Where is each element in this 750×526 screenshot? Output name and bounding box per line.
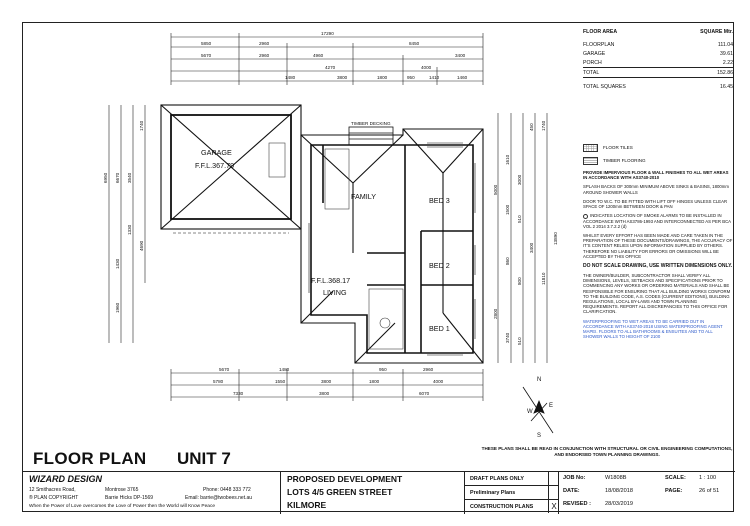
room-garage-label: GARAGE: [201, 148, 232, 157]
job-scale: SCALE:: [665, 475, 686, 481]
note-splash: SPLASH BACKS OF 300mm MINIMUM ABOVE SINKS & BASINS, 1800mm AROUND SHOWER WALLS: [583, 184, 729, 195]
stage-preliminary: Preliminary Plans: [465, 486, 559, 500]
floor-area-table: [583, 27, 733, 91]
dim-text: 510: [517, 215, 522, 223]
note-waterproof: PROVIDE IMPERVIOUS FLOOR & WALL FINISHES TO ALL WET AREAS IN ACCORDANCE WITH AS3740-2010: [583, 170, 729, 181]
dim-text: 4000: [421, 65, 432, 70]
project-block: [281, 472, 465, 514]
dim-text: 1610: [505, 154, 510, 165]
job-scale-value: 1 : 100: [699, 475, 717, 481]
job-date-value: 18/08/2018: [605, 488, 633, 494]
compass-e: E: [549, 403, 554, 409]
dim-text: 6950: [103, 172, 108, 183]
dim-text: 5780: [213, 379, 224, 384]
dim-text: 1330: [127, 224, 132, 235]
note-smoke: INDICATES LOCATION OF SMOKE ALARMS TO BE INSTALLED IN ACCORDANCE WITH AS3786-1993 AND INTERCONNECTED AS PER BCA VOL 2 2014 3.7.2.2 (d): [583, 213, 731, 229]
dim-text: 1480: [279, 367, 290, 372]
room-living-ffl: F.F.L.368.17: [311, 276, 351, 285]
dim-text: 4960: [313, 53, 324, 58]
compass-n: N: [537, 377, 542, 383]
conjunction-note: THESE PLANS SHALL BE READ IN CONJUNCTION WITH STRUCTURAL OR CIVIL ENGINEERING COMPUTATIONS, AND ENDORSED TOWN PLANNING DRAWINGS.: [481, 446, 733, 457]
company-name: WIZARD DESIGN: [29, 474, 102, 484]
dim-text: 450: [529, 123, 534, 131]
project-line-2: LOTS 4/5 GREEN STREET: [287, 487, 393, 497]
note-care: WHILST EVERY EFFORT HAS BEEN MADE AND CARE TAKEN IN THE PREPARATION OF THESE DOCUMENTS/DRAWINGS, THE ACCURACY OF IT'S CONTENT RELIES UPON INFORMATION SUPPLIED BY OTHERS. THEREFORE NO LIABILITY FOR ERRORS OR OMISSIONS WILL BE ACCEPTED BY THIS OFFICE: [583, 232, 733, 259]
dim-text: 17290: [321, 31, 334, 36]
room-family-label: FAMILY: [351, 192, 377, 201]
floor-plan-drawing: [23, 23, 568, 443]
dim-text: 4690: [139, 240, 144, 251]
room-garage-ffl: F.F.L.367.79: [195, 161, 235, 170]
floor-plan-svg: [23, 23, 568, 443]
company-phone: Phone: 0448 333 772: [203, 487, 251, 493]
dim-text: 2960: [259, 53, 270, 58]
dim-text: 13890: [553, 232, 558, 245]
area-row-total: TOTAL 152.86: [583, 68, 733, 78]
dim-text: 7330: [233, 391, 244, 396]
kitchen-bench: [325, 149, 349, 209]
room-bed2-label: BED 2: [429, 261, 450, 270]
dim-text: 2800: [493, 308, 498, 319]
house-external-walls: [311, 145, 473, 353]
dim-text: 1500: [505, 204, 510, 215]
flooring-legend: [583, 141, 733, 167]
timber-flooring-swatch: [583, 157, 598, 165]
dim-text: 1410: [429, 75, 440, 80]
dim-text: 4270: [325, 65, 336, 70]
company-copyright: ® PLAN COPYRIGHT: [29, 495, 79, 501]
legend-floor-tiles: FLOOR TILES: [583, 141, 733, 154]
job-info: [559, 472, 735, 514]
compass-w: W: [527, 409, 533, 415]
area-row-floorplan: FLOORPLAN 111.04: [583, 41, 733, 48]
stage-construction-check: X: [548, 500, 559, 513]
dim-text: 3800: [337, 75, 348, 80]
page-title: FLOOR PLAN: [33, 449, 147, 468]
bathroom-fixtures: [369, 289, 403, 349]
dim-text: 1800: [377, 75, 388, 80]
dim-text: 510: [517, 337, 522, 345]
dim-text: 1480: [285, 75, 296, 80]
area-table-header: FLOOR AREA SQUARE Mtr.: [583, 28, 733, 35]
plan-stages: [465, 472, 559, 514]
compass-s: S: [537, 433, 542, 439]
dim-text: 3800: [321, 379, 332, 384]
project-line-1: PROPOSED DEVELOPMENT: [287, 474, 403, 484]
note-wet-areas: WATERPROOFING TO WET AREAS TO BE CARRIED OUT IN ACCORDANCE WITH AS3740-2018 USING WATERPROOFING AGENT MAPEI. FLOORS TO ALL BATHROOMS & ENSUITES AND TO ALL SHOWER WALLS TO HEIGHT OF 2100: [583, 318, 723, 340]
room-bed1-label: BED 1: [429, 324, 450, 333]
job-page-value: 26 of 51: [699, 488, 720, 494]
dim-text: 11810: [541, 272, 546, 285]
note-owner: THE OWNER/BUILDER, SUBCONTRACTOR SHALL VERIFY ALL DIMENSIONS, LEVELS, SETBACKS AND SPECIFICATIONS PRIOR TO COMMENCING ANY WORKS OR ORDERING MATERIALS AND SHALL BE RESPONSIBLE FOR ENSURING THAT ALL BUILDING WORKS CONFORM TO THE BUILDING CODE, A.S. CODES (CURRENT EDITIONS), BUILDING REGULATIONS, LOCAL BY-LAWS AND TOWN PLANNING REQUIREMENTS. REPORT ALL DISCREPANCIES TO THIS OFFICE FOR CLARIFICATION.: [583, 273, 731, 315]
laundry-fixtures: [269, 143, 285, 177]
dim-text: 1460: [457, 75, 468, 80]
dim-text: 5670: [201, 53, 212, 58]
dim-text: 3540: [127, 172, 132, 183]
company-suburb: Montrose 3765: [105, 487, 139, 493]
area-row-total-squares: TOTAL SQUARES 16.45: [583, 83, 733, 90]
dim-text: 1960: [115, 302, 120, 313]
dim-text: 1550: [275, 379, 286, 384]
stage-draft-check: [548, 472, 559, 485]
dim-text: 3740: [505, 332, 510, 343]
dim-text: 860: [505, 257, 510, 265]
room-bed3-label: BED 3: [429, 196, 450, 205]
dim-text: 3400: [455, 53, 466, 58]
drawing-sheet: [22, 22, 734, 512]
dim-text: 3800: [319, 391, 330, 396]
dim-text: 1740: [541, 120, 546, 131]
stage-draft: DRAFT PLANS ONLY: [465, 472, 559, 486]
company-address: 12 Smithacres Road,: [29, 487, 76, 493]
job-revised-value: 28/03/2019: [605, 501, 633, 507]
stage-preliminary-check: [548, 486, 559, 499]
decking-label: TIMBER DECKING: [351, 121, 391, 126]
legend-timber-flooring: TIMBER FLOORING: [583, 154, 733, 167]
area-row-garage: GARAGE 39.61: [583, 50, 733, 57]
dim-text: 1430: [115, 258, 120, 269]
company-owner: Barrie Hicks DP-1569: [105, 495, 154, 501]
note-do-not-scale: DO NOT SCALE DRAWING, USE WRITTEN DIMENSIONS ONLY.: [583, 263, 733, 269]
project-line-3: KILMORE: [287, 500, 327, 510]
dim-text: 8450: [409, 41, 420, 46]
dim-text: 2960: [259, 41, 270, 46]
dim-text: 3000: [517, 174, 522, 185]
timber-decking: [349, 127, 393, 145]
dim-text: 950: [379, 367, 387, 372]
floor-tiles-swatch: [583, 144, 598, 152]
job-no: JOB No:: [563, 475, 586, 481]
dim-text: 5850: [201, 41, 212, 46]
job-no-value: W1808B: [605, 475, 627, 481]
note-door-wc: DOOR TO W.C. TO BE FITTED WITH LIFT OFF HINGES UNLESS CLEAR SPACE OF 1200mm BETWEEN DOOR & PAN: [583, 198, 728, 210]
company-block: [23, 472, 281, 514]
job-page: PAGE:: [665, 488, 683, 494]
dim-text: 800: [517, 277, 522, 285]
area-row-porch: PORCH 2.22: [583, 58, 733, 68]
room-living-label: LIVING: [323, 288, 347, 297]
dim-text: 4000: [433, 379, 444, 384]
house-roof-outline: [301, 129, 483, 363]
company-motto: When the Power of Love overcomes the Love of Power then the World will Know Peace: [29, 504, 216, 509]
title-block: [23, 471, 735, 513]
dim-text: 6070: [419, 391, 430, 396]
dim-text: 2960: [423, 367, 434, 372]
dim-text: 6670: [115, 172, 120, 183]
general-notes: [583, 170, 733, 343]
job-date: DATE:: [563, 488, 580, 494]
dim-text: 3400: [529, 242, 534, 253]
stage-construction: CONSTRUCTION PLANS X: [465, 500, 559, 514]
company-email: Email: barrie@twobees.net.au: [185, 495, 253, 501]
dim-text: 1740: [139, 120, 144, 131]
job-revised: REVISED :: [563, 501, 591, 507]
dim-text: 1800: [369, 379, 380, 384]
dim-text: 5000: [493, 184, 498, 195]
dim-text: 950: [407, 75, 415, 80]
dim-text: 5670: [219, 367, 230, 372]
unit-title: UNIT 7: [177, 449, 231, 468]
